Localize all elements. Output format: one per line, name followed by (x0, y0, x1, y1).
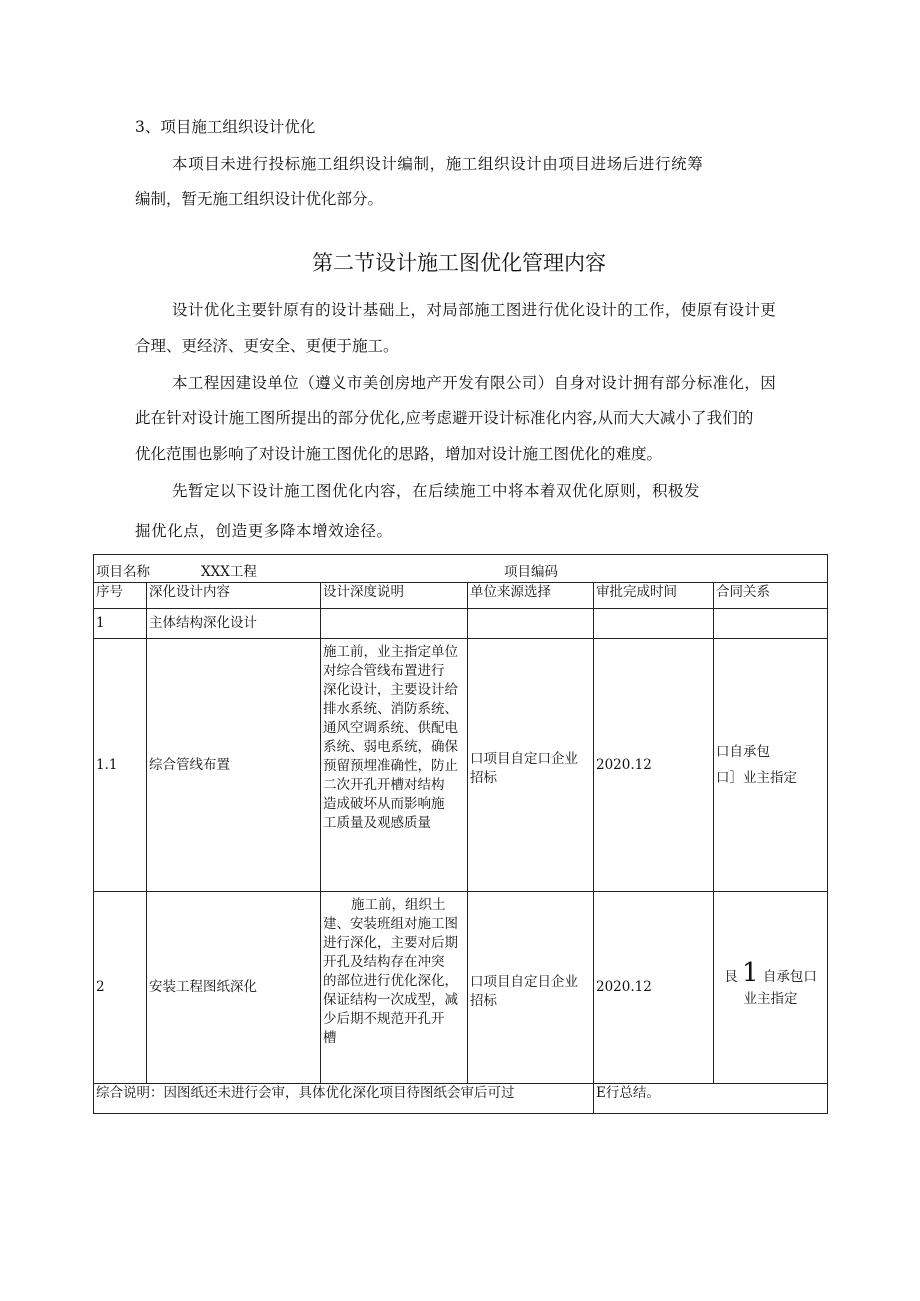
header-contract: 合同关系 (714, 583, 828, 609)
source-line: 口项目自定口企业 (470, 751, 578, 767)
para2-line2: 此在针对设计施工图所提出的部分优化,应考虑避开设计标准化内容,从而大大减小了我们的 (135, 409, 754, 427)
row2-content: 综合管线布置 (147, 639, 321, 892)
depth-line: 保证结构一次成型，减 (323, 992, 458, 1008)
source-line: 招标 (470, 992, 497, 1009)
project-name-label: 项目名称 (96, 564, 150, 580)
depth-line: 的部位进行优化深化， (323, 973, 458, 989)
depth-line: 施工前，组织土 (351, 897, 446, 913)
summary-right: E行总结。 (594, 1084, 828, 1114)
row3-no: 2 (94, 892, 147, 1084)
depth-line: 施工前，业主指定单位 (323, 644, 458, 660)
depth-line: 建、安装班组对施工图 (323, 916, 458, 932)
para1-line2: 合理、更经济、更安全、更便于施工。 (135, 337, 399, 355)
para2-line1: 本工程因建设单位（遵义市美创房地产开发有限公司）自身对设计拥有部分标准化，因 (172, 374, 777, 392)
row2-source (468, 639, 594, 892)
contract-line (716, 958, 825, 988)
para3-line2: 掘优化点，创造更多降本增效途径。 (135, 522, 393, 540)
depth-line: 系统、弱电系统，确保 (323, 739, 458, 755)
depth-line: 对综合管线布置进行 (323, 663, 445, 679)
row1-source (468, 609, 594, 639)
project-name-value: XXX工程 (201, 564, 257, 580)
page-title: 第二节设计施工图优化管理内容 (312, 251, 606, 275)
depth-line: 进行深化，主要对后期 (323, 935, 458, 951)
section3-line1: 本项目未进行投标施工组织设计编制，施工组织设计由项目进场后进行统筹 (172, 155, 704, 173)
table-row (94, 639, 828, 892)
row1-no: 1 (94, 609, 147, 639)
table-project-row (94, 555, 828, 583)
para2-line3: 优化范围也影响了对设计施工图优化的思路，增加对设计施工图优化的难度。 (135, 445, 663, 463)
row2-no: 1.1 (94, 639, 147, 892)
depth-line: 工质量及观感质量 (323, 815, 431, 831)
depth-line: 排水系统、消防系统、 (323, 701, 458, 717)
contract-prefix: 艮 (724, 969, 738, 985)
depth-line: 二次开孔开槽对结构 (323, 777, 445, 793)
row3-source (468, 892, 594, 1084)
row2-depth (321, 639, 468, 892)
section3-heading: 3、项目施工组织设计优化 (135, 118, 316, 136)
project-code-label: 项目编码 (504, 564, 558, 580)
row1-content: 主体结构深化设计 (147, 609, 321, 639)
row3-time: 2020.12 (594, 892, 714, 1084)
row2-time: 2020.12 (594, 639, 714, 892)
header-content: 深化设计内容 (147, 583, 321, 609)
para3-line1: 先暂定以下设计施工图优化内容，在后续施工中将本着双优化原则，积极发 (172, 482, 701, 500)
section3-line2: 编制，暂无施工组织设计优化部分。 (135, 190, 384, 208)
row1-time (594, 609, 714, 639)
contract-line: 口自承包 (716, 744, 770, 760)
header-no: 序号 (94, 583, 147, 609)
row3-contract (714, 892, 828, 1084)
contract-big-digit: 1 (741, 958, 759, 988)
depth-line: 开孔及结构存在冲突 (323, 954, 445, 970)
depth-line: 造成破坏从而影响施 (323, 796, 445, 812)
contract-line: 口］业主指定 (716, 770, 797, 786)
row3-content: 安装工程图纸深化 (147, 892, 321, 1084)
row1-contract (714, 609, 828, 639)
depth-line: 深化设计，主要设计给 (323, 682, 458, 698)
table-header-row (94, 583, 828, 609)
header-time: 审批完成时间 (594, 583, 714, 609)
header-depth: 设计深度说明 (321, 583, 468, 609)
table-summary-row (94, 1084, 828, 1114)
row2-contract (714, 639, 828, 892)
para1-line1: 设计优化主要针原有的设计基础上，对局部施工图进行优化设计的工作，使原有设计更 (172, 301, 777, 319)
row1-depth (321, 609, 468, 639)
optimization-table (93, 554, 828, 1114)
depth-line: 槽 (323, 1030, 337, 1046)
contract-rest: 自承包口 (762, 969, 817, 985)
table-row (94, 892, 828, 1084)
depth-line: 通风空调系统、供配电 (323, 720, 458, 736)
header-source: 单位来源选择 (468, 583, 594, 609)
row3-depth (321, 892, 468, 1084)
source-line: 招标 (470, 770, 497, 786)
depth-line: 少后期不规范开孔开 (323, 1011, 445, 1027)
table-row (94, 609, 828, 639)
source-line: 口项目自定日企业 (470, 973, 578, 990)
contract-line: 业主指定 (743, 991, 798, 1007)
depth-line: 预留预埋准确性，防止 (323, 758, 458, 774)
summary-left: 综合说明：因图纸还未进行会审，具体优化深化项目待图纸会审后可过 (94, 1084, 594, 1114)
